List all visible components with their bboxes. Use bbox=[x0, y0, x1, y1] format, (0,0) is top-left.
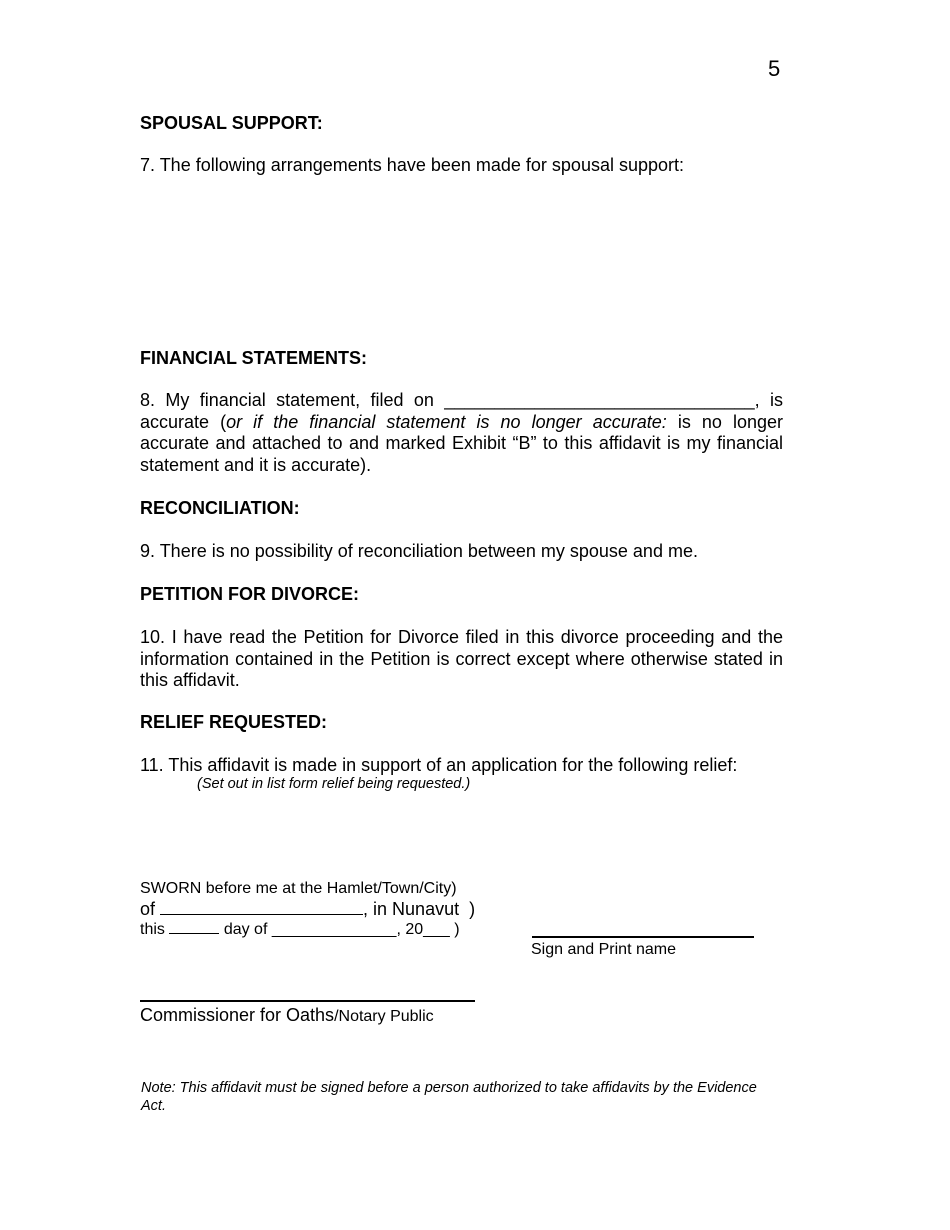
page-number: 5 bbox=[768, 56, 781, 81]
footer-note: Note: This affidavit must be signed before a person authorized to take affidavits by the Evidence Act. bbox=[141, 1080, 757, 1114]
paren-right-2: ) bbox=[454, 921, 460, 938]
commissioner-signature-line[interactable] bbox=[140, 1000, 475, 1002]
commissioner-label-main: Commissioner for Oaths bbox=[140, 1005, 335, 1025]
year-blank[interactable]: ___ bbox=[423, 921, 450, 938]
paragraph-7: 7. The following arrangements have been made for spousal support: bbox=[140, 155, 684, 175]
paragraph-8-italic: or if the financial statement is no longer accurate: bbox=[226, 411, 667, 432]
day-blank[interactable] bbox=[169, 933, 219, 934]
day-of-label: day of bbox=[223, 921, 268, 938]
paragraph-8 bbox=[140, 390, 783, 476]
filed-date-blank[interactable]: _______________________________ bbox=[444, 390, 755, 410]
heading-spousal-support: SPOUSAL SUPPORT: bbox=[140, 113, 323, 133]
paragraph-10: 10. I have read the Petition for Divorce filed in this divorce proceeding and the information contained in the Petition is correct except where otherwise stated in this affidavit. bbox=[140, 627, 783, 690]
commissioner-label-small: /Notary Public bbox=[334, 1008, 434, 1025]
heading-relief-requested: RELIEF REQUESTED: bbox=[140, 712, 328, 732]
commissioner-label bbox=[140, 1005, 434, 1026]
in-nunavut: , in Nunavut bbox=[363, 899, 460, 919]
location-blank[interactable] bbox=[160, 914, 363, 915]
signature-line[interactable] bbox=[532, 936, 754, 938]
of-label: of bbox=[140, 899, 156, 919]
this-label: this bbox=[140, 921, 165, 938]
heading-reconciliation: RECONCILIATION: bbox=[140, 498, 300, 518]
paragraph-11: 11. This affidavit is made in support of an application for the following relief: bbox=[140, 755, 738, 775]
sworn-line-1: SWORN before me at the Hamlet/Town/City) bbox=[140, 880, 457, 897]
paragraph-9: 9. There is no possibility of reconciliation between my spouse and me. bbox=[140, 541, 698, 561]
paren-right: ) bbox=[469, 899, 476, 919]
month-blank[interactable]: ______________ bbox=[271, 921, 397, 938]
year-prefix: , 20 bbox=[396, 921, 424, 938]
sworn-line-3 bbox=[140, 921, 460, 939]
heading-petition-for-divorce: PETITION FOR DIVORCE: bbox=[140, 584, 360, 604]
sworn-line-2 bbox=[140, 899, 475, 920]
signature-label: Sign and Print name bbox=[531, 941, 676, 958]
paragraph-8-start: 8. My financial statement, filed on bbox=[140, 390, 434, 410]
heading-financial-statements: FINANCIAL STATEMENTS: bbox=[140, 348, 367, 368]
relief-hint: (Set out in list form relief being requested.) bbox=[197, 776, 471, 792]
paragraph-8-end: is no longer accurate and attached to and marked Exhibit “B” to this affidavit is my financial statement and it is accurate). bbox=[140, 411, 783, 475]
paragraph-8-middle: , is accurate ( bbox=[140, 390, 783, 432]
